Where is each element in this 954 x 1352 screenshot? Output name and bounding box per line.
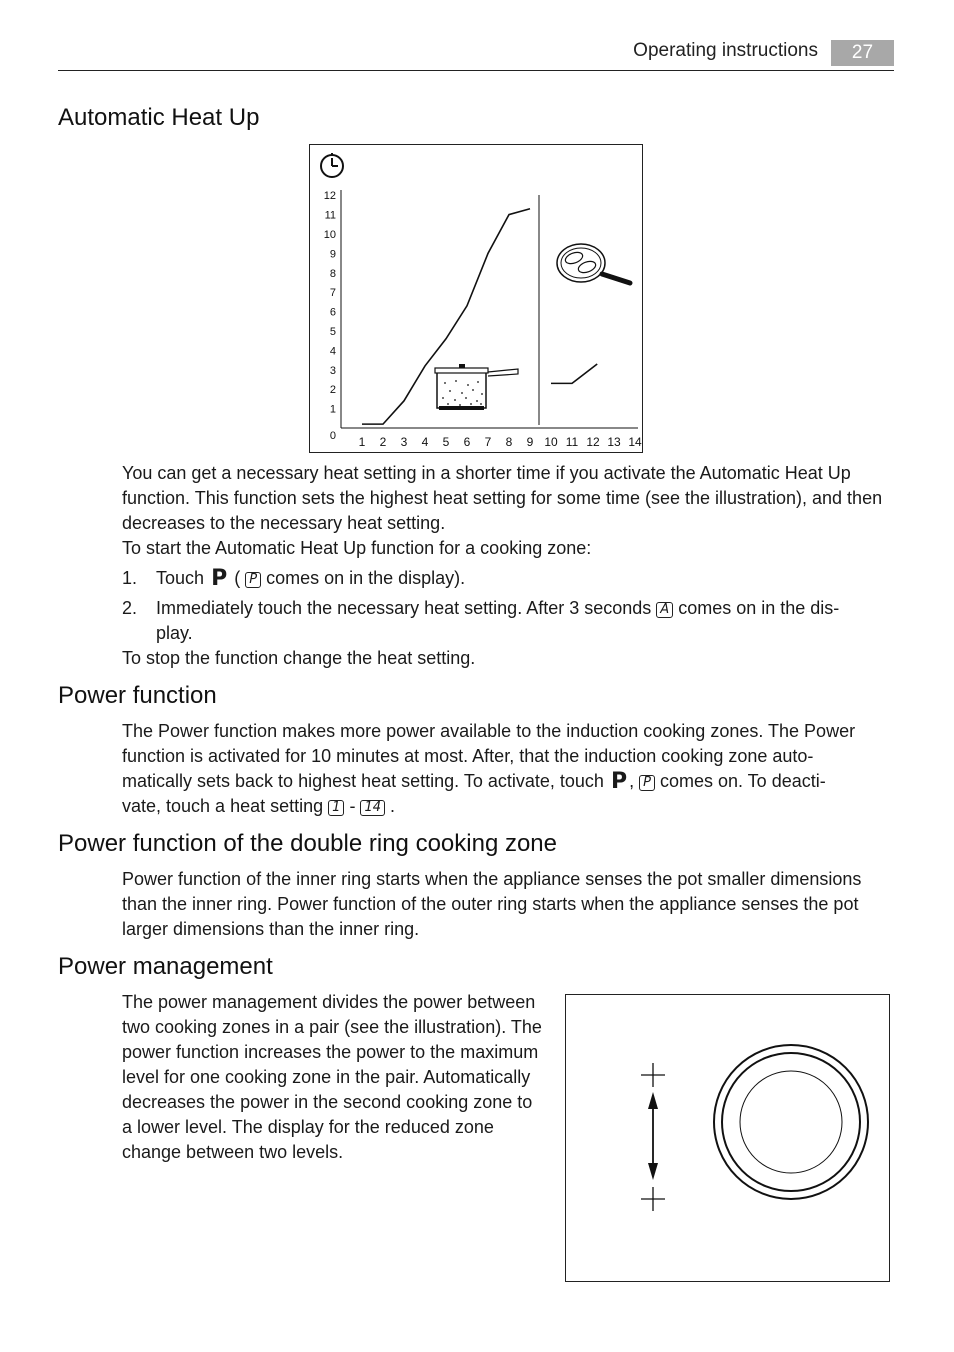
dash: -: [349, 796, 356, 816]
x-tick-label: 10: [544, 435, 558, 449]
cooking-pot-icon: [435, 364, 518, 408]
step-text-cont: comes on in the dis-: [678, 598, 840, 618]
y-tick-label: 12: [323, 190, 336, 203]
section-heading-power-function: Power function: [58, 682, 217, 709]
cooking-zone-icon: [714, 1045, 868, 1199]
display-p-icon: P: [639, 775, 655, 791]
header-title: Operating instructions: [633, 40, 818, 61]
power-key-icon: P: [610, 769, 628, 794]
x-tick-label: 1: [358, 435, 366, 449]
y-tick-label: 1: [329, 403, 336, 416]
x-tick-label: 6: [463, 435, 471, 449]
step-touch-text: Touch: [156, 568, 205, 588]
section-heading-auto-heat-up: Automatic Heat Up: [58, 104, 260, 131]
x-tick-label: 13: [607, 435, 621, 449]
auto-heat-up-intro: You can get a necessary heat setting in a shorter time if you activate the Automatic Heat Up function. This function sets the highest heat setting for some time (see the illustration), and then decreases to the necessary heat setting.: [122, 463, 883, 533]
x-tick-label: 5: [442, 435, 450, 449]
x-tick-label: 14: [628, 435, 642, 449]
cooking-zone-marker-top: [641, 1063, 665, 1087]
heat-up-chart-svg: [310, 145, 642, 452]
heat-setting-min-icon: 1: [328, 800, 344, 816]
step-number: 1.: [122, 568, 138, 588]
power-line-3a: matically sets back to highest heat setting. To activate, touch: [122, 771, 604, 791]
heat-up-chart: [309, 144, 643, 453]
step-number: 2.: [122, 598, 138, 618]
power-management-text: The power management divides the power between two cooking zones in a pair (see the illustration). The power function increases the power to the maximum level for one cooking zone in the pair. Automatically decreases the power in the second cooking zone to a lower level. The display for the reduced zone change between two levels.: [122, 992, 542, 1162]
y-tick-label: 7: [329, 287, 336, 300]
display-p-icon: P: [245, 572, 261, 588]
y-tick-label: 11: [324, 209, 336, 222]
x-tick-label: 2: [379, 435, 387, 449]
y-tick-label: 10: [323, 229, 336, 241]
power-function-text: [122, 719, 902, 819]
section-heading-power-management: Power management: [58, 953, 273, 980]
y-tick-label: 3: [329, 364, 336, 377]
double-arrow-icon: [648, 1092, 658, 1180]
power-management-svg: [566, 995, 888, 1280]
heat-setting-max-icon: 14: [360, 800, 385, 816]
x-tick-label: 9: [526, 435, 534, 449]
auto-heat-up-step-1: [122, 566, 894, 591]
step-body: [156, 596, 896, 646]
step-text: Immediately touch the necessary heat setting. After 3 seconds: [156, 598, 652, 618]
power-key-icon: P: [211, 566, 228, 591]
y-tick-label: 6: [329, 306, 336, 319]
section-heading-double-ring: Power function of the double ring cooking zone: [58, 830, 557, 857]
comma: ,: [629, 771, 635, 791]
clock-icon: [321, 153, 343, 177]
power-management-illustration: [565, 994, 890, 1282]
x-tick-label: 3: [400, 435, 408, 449]
x-tick-label: 12: [586, 435, 600, 449]
auto-heat-up-start-line: To start the Automatic Heat Up function for a cooking zone:: [122, 538, 592, 558]
open-paren: (: [234, 568, 241, 588]
step-rest-text: comes on in the display).: [266, 568, 466, 588]
series-line-2: [551, 364, 597, 383]
frying-pan-icon: [557, 244, 630, 283]
cooking-zone-marker-bottom: [641, 1187, 665, 1211]
display-a-icon: A: [656, 602, 673, 618]
header-rule: [58, 70, 894, 71]
y-tick-label: 9: [329, 248, 336, 261]
y-tick-label: 4: [329, 345, 336, 358]
page-number: 27: [831, 40, 894, 66]
step-body: [156, 566, 465, 591]
x-tick-label: 11: [565, 435, 579, 449]
x-tick-label: 7: [484, 435, 492, 449]
y-tick-label: 2: [329, 384, 336, 397]
power-line-3b: comes on. To deacti-: [659, 771, 826, 791]
power-line-4a: vate, touch a heat setting: [122, 796, 324, 816]
y-tick-label: 8: [329, 267, 336, 280]
y-tick-label: 5: [329, 326, 336, 338]
series-line-1: [362, 209, 530, 424]
power-line-1: The Power function makes more power available to the induction cooking zones. The Power: [122, 721, 856, 741]
y-tick-label: 0: [329, 430, 336, 442]
period: .: [390, 796, 396, 816]
power-line-2: function is activated for 10 minutes at most. After, that the induction cooking zone auto-: [122, 746, 814, 766]
x-tick-label: 8: [505, 435, 513, 449]
step-text-end: play.: [156, 623, 193, 643]
x-tick-label: 4: [421, 435, 429, 449]
auto-heat-up-step-2: [122, 596, 894, 646]
double-ring-text: Power function of the inner ring starts when the appliance senses the pot smaller dimensions than the inner ring. Power function of the outer ring starts when the appliance senses the pot larger dimensions than the inner ring.: [122, 869, 862, 939]
auto-heat-up-stop-line: To stop the function change the heat setting.: [122, 648, 476, 668]
